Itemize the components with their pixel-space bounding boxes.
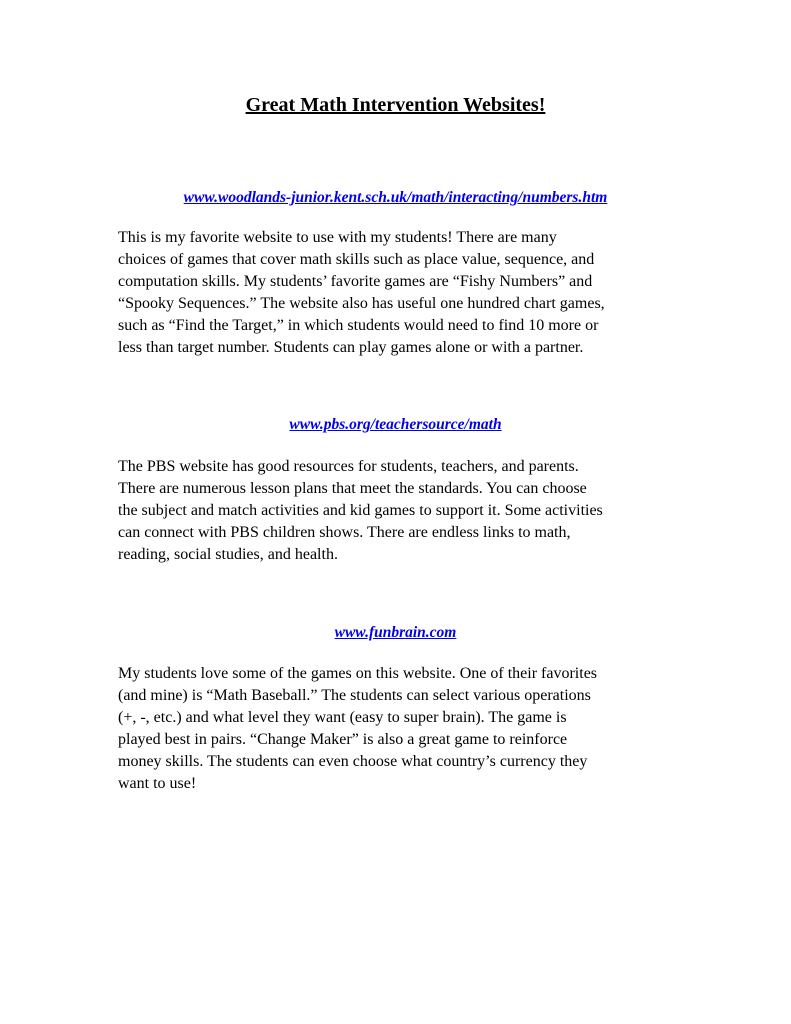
funbrain-link[interactable]: www.funbrain.com	[334, 624, 457, 641]
woodlands-description: This is my favorite website to use with my students! There are many choices of games that cover math skills such as place value, sequence, and computation skills. My students’ favorite games are “Fishy Numbers” and “Spooky Sequences.” The website also has useful one hundred chart games, such as “Find the Target,” in which students would need to find 10 more or less than target number. Students can play games alone or with a partner.	[118, 229, 605, 356]
pbs-link[interactable]: www.pbs.org/teachersource/math	[289, 416, 502, 433]
pbs-description: The PBS website has good resources for students, teachers, and parents. There are numerous lesson plans that meet the standards. You can choose the subject and match activities and kid games to support it. Some activities can connect with PBS children shows. There are endless links to math, reading, social studies, and health.	[118, 458, 603, 563]
funbrain-description: My students love some of the games on this website. One of their favorites (and mine) is “Math Baseball.” The students can select various operations (+, -, etc.) and what level they want (easy to super brain). The game is played best in pairs. “Change Maker” is also a great game to reinforce money skills. The students can even choose what country’s currency they want to use!	[118, 665, 598, 792]
woodlands-link[interactable]: www.woodlands-junior.kent.sch.uk/math/interacting/numbers.htm	[183, 189, 608, 206]
website-link-woodlands	[0, 188, 791, 208]
document-title: Great Math Intervention Websites!	[245, 94, 546, 116]
website-link-funbrain	[0, 623, 791, 643]
website-link-pbs	[0, 415, 791, 435]
